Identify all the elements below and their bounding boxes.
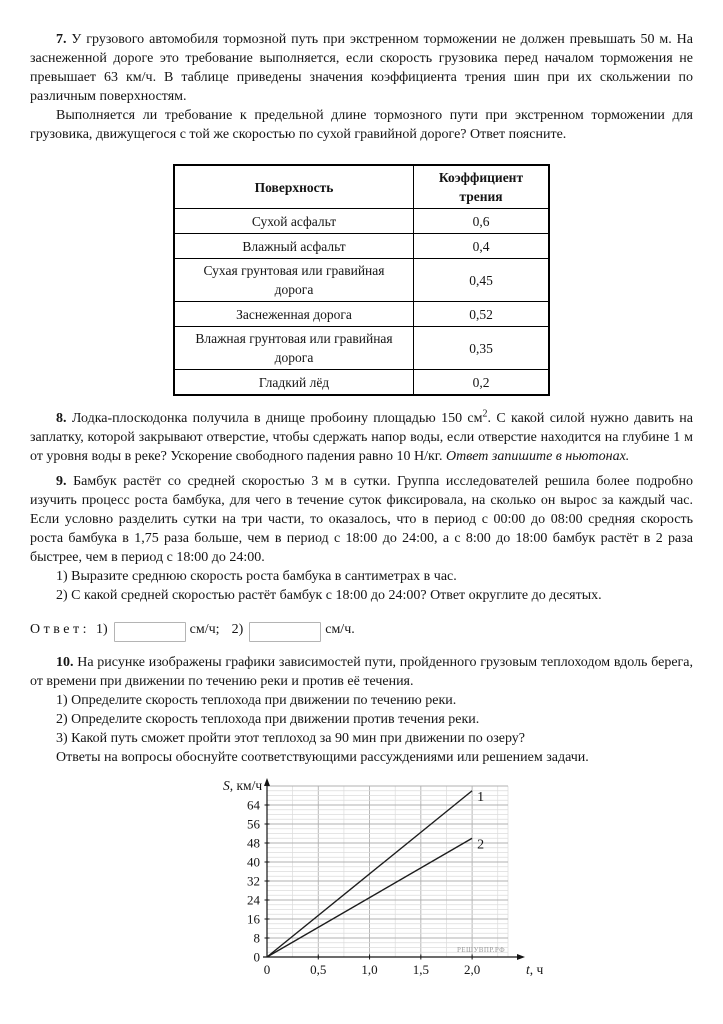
problem-10-item-2: 2) Определите скорость теплохода при движении против течения реки. xyxy=(56,712,480,727)
svg-text:64: 64 xyxy=(247,797,260,813)
svg-text:1: 1 xyxy=(477,789,485,805)
problem-10-closing: Ответы на вопросы обоснуйте соответствующими рассуждениями или решением задачи. xyxy=(56,750,589,765)
table-header-row xyxy=(174,165,549,209)
svg-text:1,0: 1,0 xyxy=(361,962,378,977)
problem-8-number: 8. xyxy=(56,411,67,426)
problem-9-text: Бамбук растёт со средней скоростью 3 м в сутки. Группа исследователей решила более подробно изучить процесс роста бамбука, для чего в течение суток фиксировала, на сколько он вырос за каждый час. Если условно разделить сутки на три части, то оказалось, что в период с 00:00 до 08:00 средняя скорость роста бамбука в 1,75 раза больше, чем в период с 18:00 до 24:00, а с 8:00 до 18:00 бамбук растёт в 2 раза быстрее, чем в период с 18:00 до 24:00. xyxy=(30,474,693,565)
problem-10-item-3: 3) Какой путь сможет пройти этот теплоход за 90 мин при движении по озеру? xyxy=(56,731,526,746)
svg-text:8: 8 xyxy=(253,930,260,946)
problem-10-text: На рисунке изображены графики зависимостей пути, пройденного грузовым теплоходом вдоль берега, от времени при движении по течению реки и против её течения. xyxy=(30,655,693,689)
svg-text:56: 56 xyxy=(247,816,260,832)
distance-time-chart xyxy=(222,777,558,979)
problem-9-paragraph xyxy=(30,472,693,567)
table-cell: Влажная грунтовая или гравийная дорога xyxy=(174,327,414,370)
problem-7-number: 7. xyxy=(56,32,67,47)
figure-distance-time-graph xyxy=(222,777,693,985)
table-header-cell: Поверхность xyxy=(174,165,414,209)
problem-7-paragraph-1 xyxy=(30,30,693,106)
svg-text:0,5: 0,5 xyxy=(310,962,327,977)
problem-7-text-2: Выполняется ли требование к предельной длине тормозного пути при экстренном торможении для грузовика, движущегося с той же скоростью по сухой гравийной дороге? Ответ поясните. xyxy=(30,108,693,142)
friction-coefficient-table xyxy=(173,164,550,396)
svg-text:16: 16 xyxy=(247,911,260,927)
answer-unit-1: см/ч; xyxy=(189,622,220,637)
problem-8-text-a: Лодка-плоскодонка получила в днище пробоину площадью 150 см xyxy=(66,411,483,426)
answer-input-2[interactable] xyxy=(249,622,321,642)
table-row xyxy=(174,370,549,396)
table-cell: Влажный асфальт xyxy=(174,234,414,259)
answer-item1-label: 1) xyxy=(95,622,108,637)
table-cell: Сухая грунтовая или гравийная дорога xyxy=(174,259,414,302)
table-cell: 0,4 xyxy=(414,234,550,259)
table-cell: 0,52 xyxy=(414,302,550,327)
svg-text:1,5: 1,5 xyxy=(412,962,429,977)
problem-7-paragraph-2 xyxy=(30,106,693,144)
svg-text:0: 0 xyxy=(253,949,260,965)
svg-text:t, ч: t, ч xyxy=(526,962,544,977)
table-cell: Заснеженная дорога xyxy=(174,302,414,327)
superscript-2: 2 xyxy=(482,408,488,420)
table-header-cell: Коэффициент трения xyxy=(414,165,550,209)
svg-text:2,0: 2,0 xyxy=(463,962,481,977)
table-cell: 0,6 xyxy=(414,209,550,234)
table-row xyxy=(174,259,549,302)
table-cell: 0,45 xyxy=(414,259,550,302)
svg-text:2: 2 xyxy=(477,837,485,853)
answer-input-1[interactable] xyxy=(114,622,186,642)
table-cell: 0,35 xyxy=(414,327,550,370)
answer-item2-label: 2) xyxy=(231,622,244,637)
svg-text:0: 0 xyxy=(263,962,271,977)
problem-7-text-1: У грузового автомобиля тормозной путь при экстренном торможении не должен превышать 50 м. На заснеженной дороге это требование выполняется, если скорость грузовика перед началом торможения не превышает 63 км/ч. В таблице приведены значения коэффициента трения шин при их скольжении по различным поверхностям. xyxy=(30,32,693,104)
problem-9-item-2: 2) С какой средней скоростью растёт бамбук с 18:00 до 24:00? Ответ округлите до десятых. xyxy=(56,588,602,603)
problem-10-item-1: 1) Определите скорость теплохода при движении по течению реки. xyxy=(56,693,457,708)
table-row xyxy=(174,302,549,327)
answer-unit-2: см/ч. xyxy=(325,622,355,637)
problem-10-number: 10. xyxy=(56,655,74,670)
svg-text:24: 24 xyxy=(247,892,260,908)
svg-text:32: 32 xyxy=(247,873,260,889)
svg-text:S, км/ч: S, км/ч xyxy=(223,778,263,793)
svg-text:РЕШУВПР.РФ: РЕШУВПР.РФ xyxy=(457,946,505,954)
problem-8-text-b: . С какой силой нужно давить на заплатку, которой закрывают отверстие, чтобы сдержать напор воды, если отверстие находится на глубине 1 м от уровня воды в реке? Ускорение свободного падения равно 10 Н/кг. xyxy=(30,411,693,464)
table-row xyxy=(174,327,549,370)
svg-text:48: 48 xyxy=(247,835,260,851)
table-cell: Гладкий лёд xyxy=(174,370,414,396)
answer-label: Ответ: xyxy=(30,622,90,637)
problem-9-number: 9. xyxy=(56,474,67,489)
problem-9-item-1: 1) Выразите среднюю скорость роста бамбука в сантиметрах в час. xyxy=(56,569,457,584)
svg-text:40: 40 xyxy=(247,854,260,870)
problem-8-paragraph xyxy=(30,409,693,466)
table-cell: Сухой асфальт xyxy=(174,209,414,234)
table-row xyxy=(174,209,549,234)
problem-8-note-italic: Ответ запишите в ньютонах. xyxy=(445,449,630,464)
answer-line xyxy=(30,620,693,642)
table-row xyxy=(174,234,549,259)
table-cell: 0,2 xyxy=(414,370,550,396)
problem-10-paragraph xyxy=(30,653,693,691)
